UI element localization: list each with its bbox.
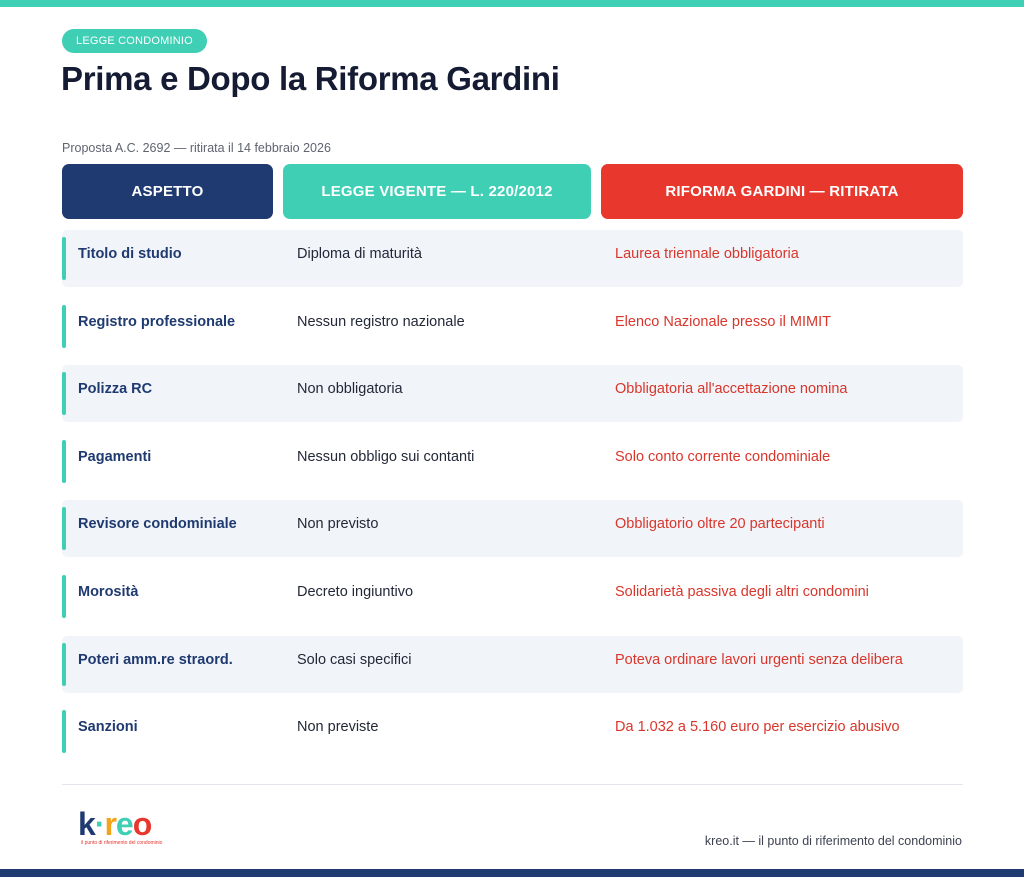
- row-accent-bar: [62, 372, 66, 415]
- table-row: [62, 568, 963, 625]
- cell-riforma: Obbligatoria all'accettazione nomina: [615, 381, 848, 398]
- page-subtitle: Proposta A.C. 2692 — ritirata il 14 febbraio 2026: [62, 141, 331, 155]
- page-title: Prima e Dopo la Riforma Gardini: [61, 60, 560, 97]
- cell-riforma: Laurea triennale obbligatoria: [615, 246, 799, 262]
- table-row: [62, 230, 963, 287]
- cell-riforma: Poteva ordinare lavori urgenti senza delibera: [615, 651, 903, 668]
- category-tag: LEGGE CONDOMINIO: [62, 29, 207, 53]
- cell-aspect: Registro professionale: [78, 313, 236, 330]
- row-accent-bar: [62, 305, 66, 348]
- cell-riforma: Solidarietà passiva degli altri condomini: [615, 583, 869, 600]
- table-row: [62, 298, 963, 355]
- table-row: [62, 636, 963, 693]
- cell-vigente: Non obbligatoria: [297, 381, 403, 398]
- kreo-logo: [78, 806, 168, 850]
- table-row: [62, 365, 963, 422]
- cell-aspect: Polizza RC: [78, 381, 153, 398]
- footer-divider: [62, 784, 963, 785]
- cell-aspect: Revisore condominiale: [78, 516, 237, 533]
- table-row: [62, 703, 963, 760]
- row-accent-bar: [62, 575, 66, 618]
- header-riforma-gardini: RIFORMA GARDINI — RITIRATA: [601, 164, 963, 219]
- cell-vigente: Nessun obbligo sui contanti: [297, 448, 475, 465]
- row-accent-bar: [62, 643, 66, 686]
- cell-riforma: Solo conto corrente condominiale: [615, 448, 831, 465]
- row-accent-bar: [62, 237, 66, 280]
- logo-letter-r: r: [104, 806, 116, 842]
- row-accent-bar: [62, 440, 66, 483]
- cell-aspect: Morosità: [78, 583, 139, 600]
- cell-vigente: Decreto ingiuntivo: [297, 583, 414, 600]
- row-accent-bar: [62, 710, 66, 753]
- header-aspetto: ASPETTO: [62, 164, 273, 219]
- cell-aspect: Pagamenti: [78, 448, 152, 465]
- logo-wordmark: [78, 806, 151, 843]
- logo-letter-k: k: [78, 806, 95, 842]
- bottom-accent-bar: [0, 869, 1024, 877]
- cell-vigente: Diploma di maturità: [297, 246, 422, 262]
- table-row: [62, 500, 963, 557]
- cell-riforma: Da 1.032 a 5.160 euro per esercizio abusivo: [615, 719, 900, 736]
- comparison-table: [62, 230, 963, 771]
- cell-vigente: Non previsto: [297, 516, 379, 533]
- footer-credit: kreo.it — il punto di riferimento del condominio: [704, 834, 962, 848]
- logo-tagline: il punto di riferimento del condominio: [81, 840, 163, 846]
- cell-aspect: Titolo di studio: [78, 246, 182, 262]
- table-row: [62, 433, 963, 490]
- cell-riforma: Elenco Nazionale presso il MIMIT: [615, 313, 831, 330]
- logo-letter-o: o: [132, 806, 152, 842]
- cell-aspect: Poteri amm.re straord.: [78, 651, 233, 668]
- top-accent-bar: [0, 0, 1024, 7]
- cell-riforma: Obbligatorio oltre 20 partecipanti: [615, 516, 825, 533]
- logo-letter-e: e: [115, 806, 133, 842]
- row-accent-bar: [62, 507, 66, 550]
- cell-vigente: Nessun registro nazionale: [297, 313, 465, 330]
- cell-vigente: Solo casi specifici: [297, 651, 412, 668]
- logo-dot: ·: [94, 806, 105, 842]
- cell-aspect: Sanzioni: [78, 719, 138, 736]
- header-legge-vigente: LEGGE VIGENTE — L. 220/2012: [283, 164, 591, 219]
- cell-vigente: Non previste: [297, 719, 379, 736]
